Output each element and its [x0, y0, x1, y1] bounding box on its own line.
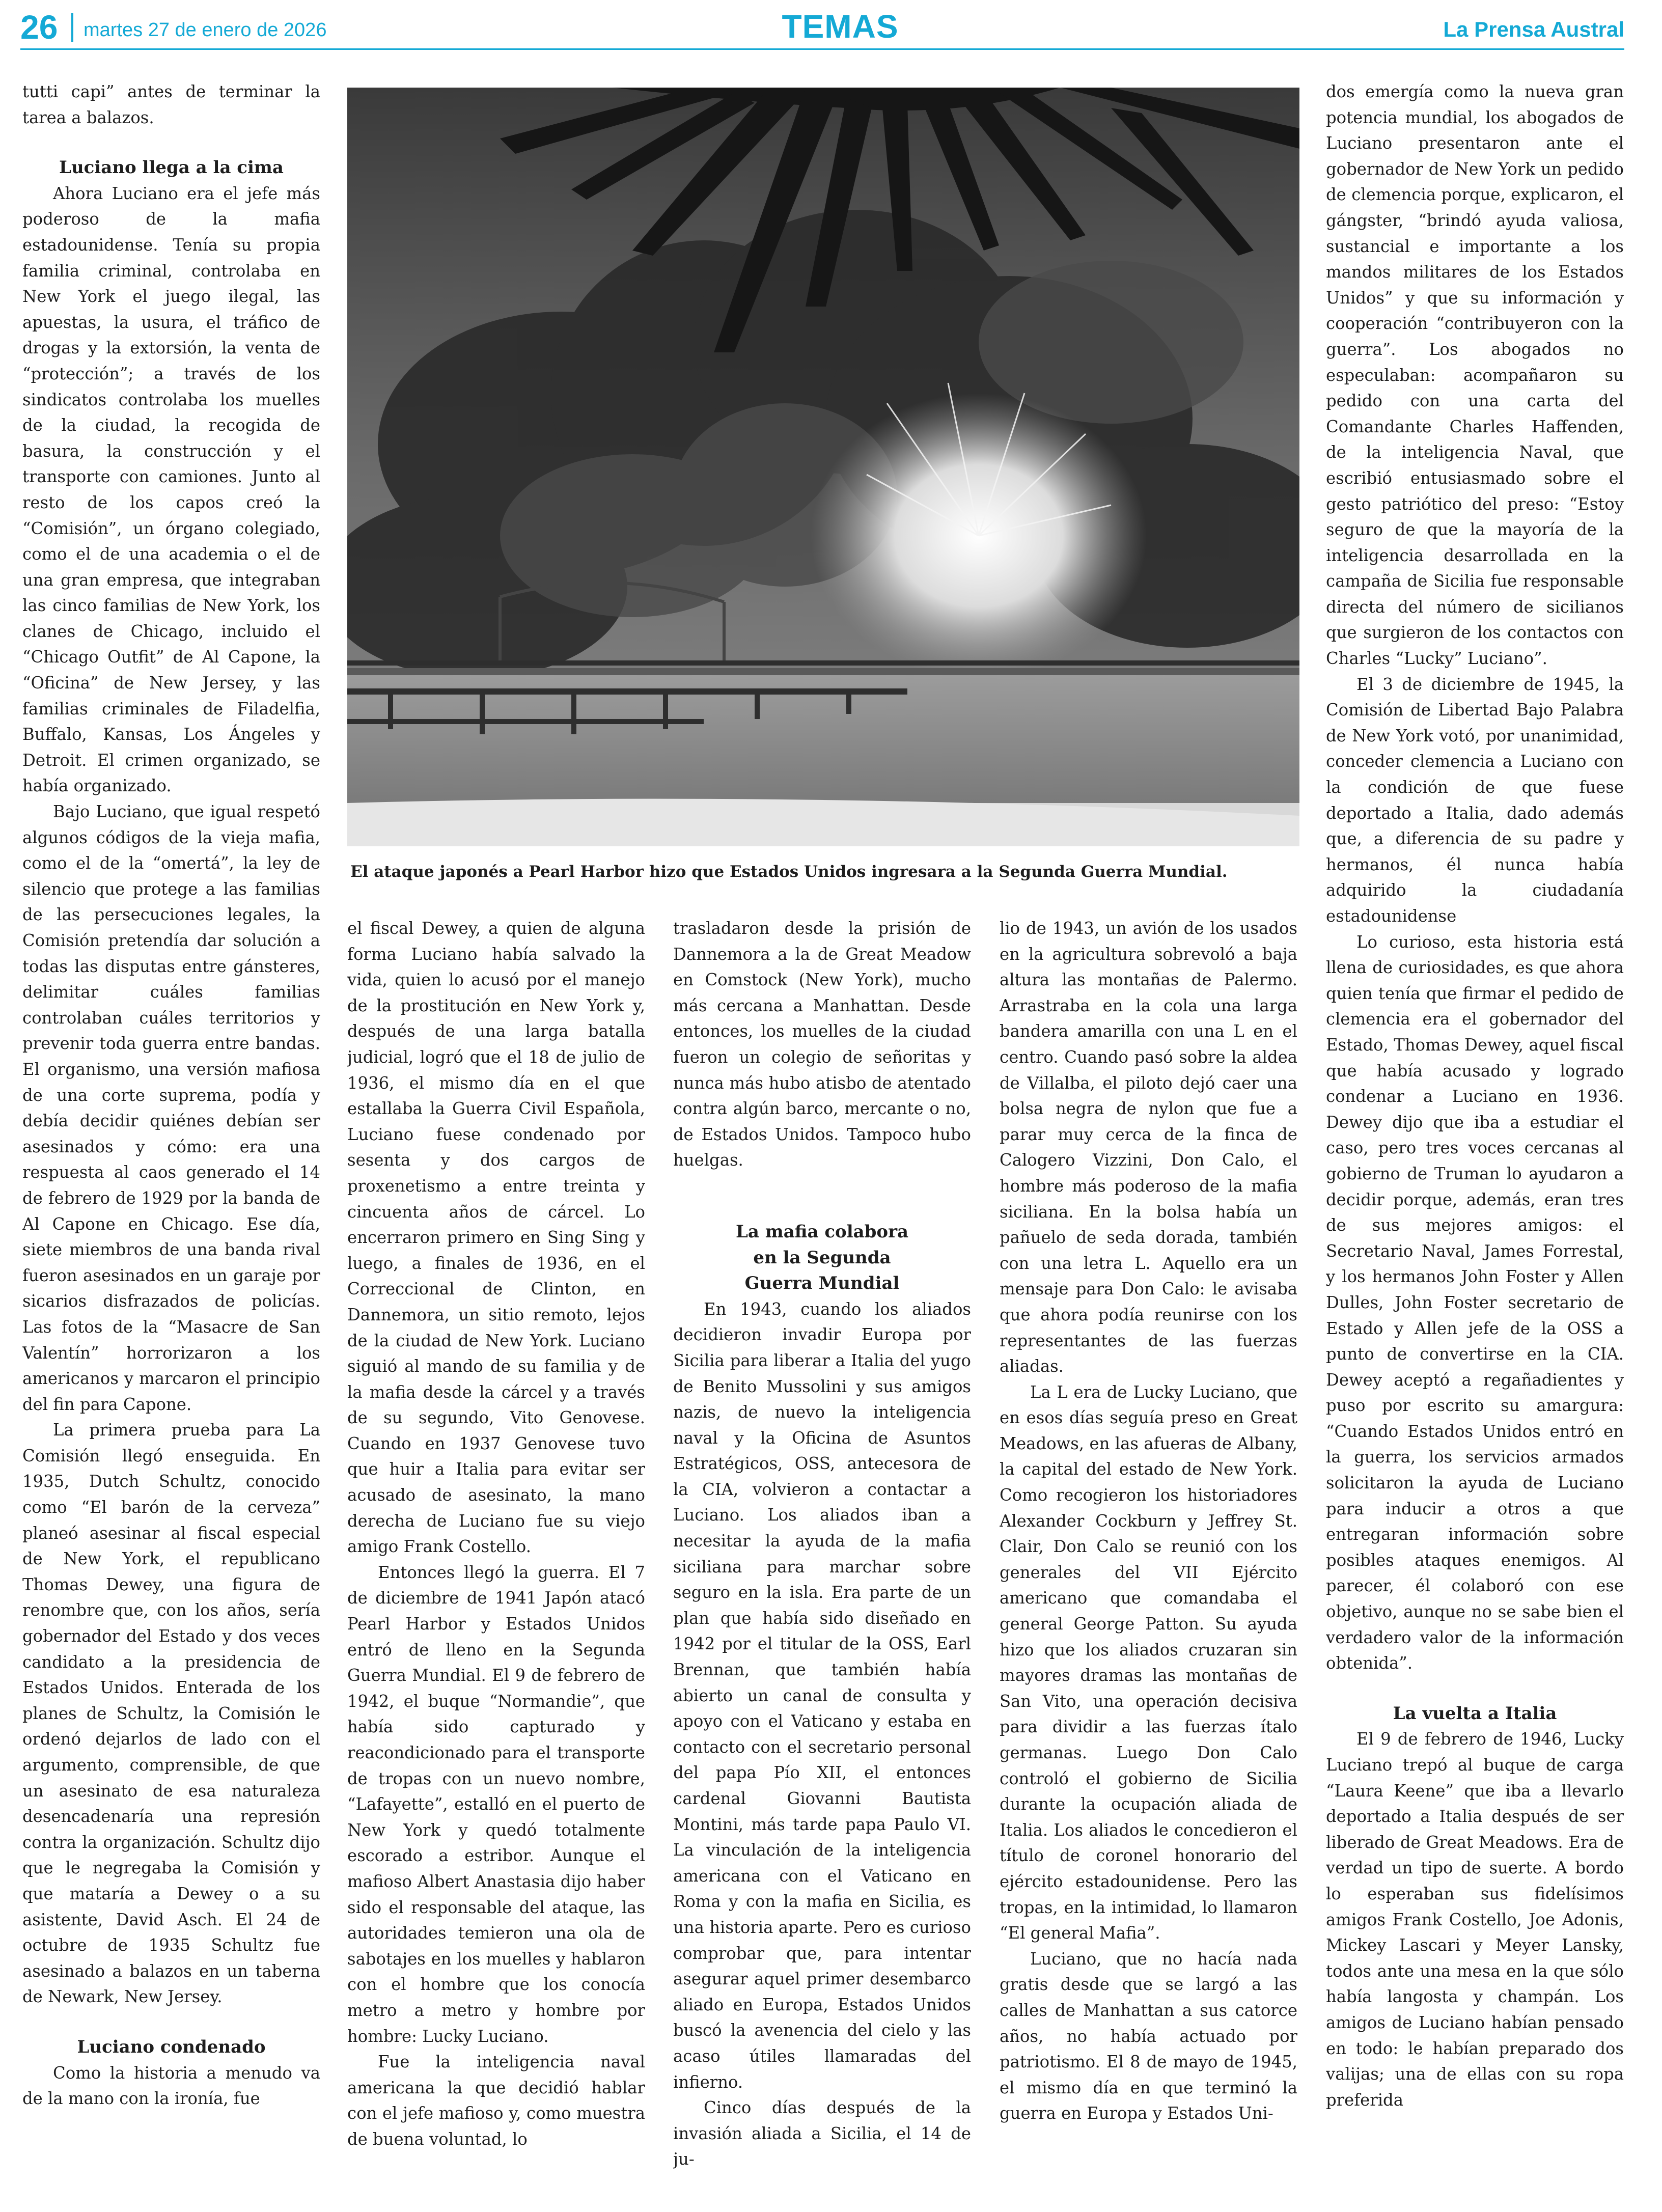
paragraph: Bajo Luciano, que igual respetó algunos códigos de la vieja mafia, como el de la “omertá”, la ley de silencio que protege a las familias de las persecuciones legales, la Comisión pretendía dar solución a todas las disputas entre gánsteres, delimitar cuáles familias controlaban cuáles territorios y prevenir toda guerra entre bandas. El organismo, una versión mafiosa de una corte suprema, podía y debía decidir quiénes debían ser asesinados y cómo: era una respuesta al caos generado el 14 de febrero de 1929 por la banda de Al Capone en Chicago. Ese día, siete miembros de una banda rival fueron asesinados en un garaje por sicarios disfrazados de policías. Las fotos de la “Masacre de San Valentín” horrorizaron a los americanos y marcaron el principio del fin para Capone.: [22, 802, 320, 1414]
article-column-2: [347, 916, 645, 2202]
page-header: [20, 8, 1624, 50]
header-divider: [71, 13, 73, 42]
subheading-line: La mafia colabora: [735, 1221, 909, 1242]
newspaper-name: La Prensa Austral: [1443, 17, 1624, 41]
paragraph: El 9 de febrero de 1946, Lucky Luciano trepó al buque de carga “Laura Keene” que iba a llevarlo deportado a Italia después de ser liberado de Great Meadows. Era de verdad un tipo de suerte. A bordo lo esperaban sus fidelísimos amigos Frank Costello, Joe Adonis, Mickey Lascari y Meyer Lansky, todos ante una mesa en la que sólo había langosta y champán. Los amigos de Luciano habían pensado en todo: le habían preparado dos valijas; una de ellas con su ropa preferida: [1326, 1729, 1624, 2110]
paragraph: trasladaron desde la prisión de Dannemora a la de Great Meadow en Comstock (New York), mucho más cercana a Manhattan. Desde entonces, los muelles de la ciudad fueron un colegio de señoritas y nunca más hubo atisbo de atentado contra algún barco, mercante o no, de Estados Unidos. Tampoco hubo huelgas.: [673, 919, 971, 1170]
subheading: Luciano condenado: [77, 2036, 266, 2057]
section-title: TEMAS: [782, 8, 899, 45]
paragraph: Fue la inteligencia naval americana la que decidió hablar con el jefe mafioso y, como muestra de buena voluntad, lo: [347, 2052, 645, 2149]
subheading: Luciano llega a la cima: [59, 157, 284, 178]
paragraph: La L era de Lucky Luciano, que en esos días seguía preso en Great Meadows, en las afueras de Albany, la capital del estado de New York. Como recogieron los historiadores Alexander Cockburn y Jeffrey St. Clair, Don Calo se reunió con los generales del VII Ejército americano que comandaba el general George Patton. Su ayuda hizo que los aliados cruzaran sin mayores dramas las montañas de San Vito, una operación decisiva para dividir a las fuerzas ítalo germanas. Luego Don Calo controló el gobierno de Sicilia durante la ocupación aliada de Italia. Los aliados le concedieron el título de coronel honorario del ejército estadounidense. Pero las tropas, en la intimidad, lo llamaron “El general Mafia”.: [1000, 1382, 1297, 1943]
article-column-4: [1000, 916, 1297, 2202]
subheading: [673, 1219, 971, 1296]
paragraph: La primera prueba para La Comisión llegó enseguida. En 1935, Dutch Schultz, conocido como “El barón de la cerveza” planeó asesinar al fiscal especial de New York, el republicano Thomas Dewey, una figura de renombre que, con los años, sería gobernador del Estado y dos veces candidato a la presidencia de Estados Unidos. Enterada de los planes de Schultz, la Comisión le ordenó dejarlos de lado con el argumento, comprensible, de que un asesinato de esa naturaleza desencadenaría una represión contra la organización. Schultz dijo que le negregaba la Comisión y que mataría a Dewey o a su asistente, David Asch. El 24 de octubre de 1935 Schultz fue asesinado a balazos en un taberna de Newark, New Jersey.: [22, 1420, 320, 2007]
paragraph: Como la historia a menudo va de la mano con la ironía, fue: [22, 2063, 320, 2109]
subheading-line: en la Segunda: [753, 1247, 891, 1268]
paragraph: En 1943, cuando los aliados decidieron invadir Europa por Sicilia para liberar a Italia del yugo de Benito Mussolini y sus amigos nazis, de nuevo la inteligencia naval y la Oficina de Asuntos Estratégicos, OSS, antecesora de la CIA, volvieron a contactar a Luciano. Los aliados iban a necesitar la ayuda de la mafia siciliana para marchar sobre seguro en la isla. Era parte de un plan que había sido diseñado en 1942 por el titular de la OSS, Earl Brennan, que también había abierto un canal de consulta y apoyo con el Vaticano y estaba en contacto con el secretario personal del papa Pío XII, el entonces cardenal Giovanni Bautista Montini, más tarde papa Paulo VI. La vinculación de la inteligencia americana con el Vaticano en Roma y con la mafia en Sicilia, es una historia aparte. Pero es curioso comprobar que, para intentar asegurar aquel primer desembarco aliado en Europa, Estados Unidos buscó la avenencia del cielo y las acaso útiles llamaradas del infierno.: [673, 1299, 971, 2092]
paragraph: Luciano, que no hacía nada gratis desde que se largó a las calles de Manhattan a sus catorce años, no había actuado por patriotismo. El 8 de mayo de 1945, el mismo día en que terminó la guerra en Europa y Estados Uni-: [1000, 1949, 1297, 2123]
paragraph: el fiscal Dewey, a quien de alguna forma Luciano había salvado la vida, quien lo acusó por el manejo de la prostitución en New York y, después de una larga batalla judicial, logró que el 18 de julio de 1936, el mismo día en el que estallaba la Guerra Civil Española, Luciano fuese condenado por sesenta y dos cargos de proxenetismo a entre treinta y cincuenta años de cárcel. Lo encerraron primero en Sing Sing y luego, a finales de 1936, en el Correccional de Clinton, en Dannemora, un sitio remoto, lejos de la ciudad de New York. Luciano siguió al mando de su familia y de la mafia desde la cárcel y a través de su segundo, Vito Genovese. Cuando en 1937 Genovese tuvo que huir a Italia para evitar ser acusado de asesinato, la mano derecha de Luciano fue su viejo amigo Frank Costello.: [347, 919, 645, 1557]
paragraph: Entonces llegó la guerra. El 7 de diciembre de 1941 Japón atacó Pearl Harbor y Estados Unidos entró de lleno en la Segunda Guerra Mundial. El 9 de febrero de 1942, el buque “Normandie”, que había sido capturado y reacondicionado para el transporte de tropas con un nuevo nombre, “Lafayette”, estalló en el puerto de New York y quedó totalmente escorado a estribor. Aunque el mafioso Albert Anastasia dijo haber sido el responsable del ataque, las autoridades temieron una ola de sabotajes en los muelles y hablaron con el hombre que los conocía metro a metro y hombre por hombre: Lucky Luciano.: [347, 1562, 645, 2046]
article-column-1: [22, 79, 320, 2202]
article-column-3: [673, 916, 971, 2202]
article-column-5: [1326, 79, 1624, 2202]
subheading: La vuelta a Italia: [1393, 1703, 1557, 1724]
issue-date: martes 27 de enero de 2026: [84, 19, 327, 41]
paragraph: El 3 de diciembre de 1945, la Comisión de Libertad Bajo Palabra de New York votó, por unanimidad, conceder clemencia a Luciano con la condición de que fuese deportado a Italia, dado además que, a diferencia de su padre y hermanos, él nunca había adquirido la ciudadanía estadounidense: [1326, 674, 1624, 926]
paragraph: Ahora Luciano era el jefe más poderoso de la mafia estadounidense. Tenía su propia familia criminal, controlaba en New York el juego ilegal, las apuestas, la usura, el tráfico de drogas y la extorsión, la venta de “protección”; a través de los sindicatos controlaba los muelles de la ciudad, la recogida de basura, la construcción y el transporte con camiones. Junto al resto de los capos creó la “Comisión”, un órgano colegiado, como el de una academia o el de una gran empresa, que integraban las cinco familias de New York, los clanes de Chicago, incluido el “Chicago Outfit” de Al Capone, la “Oficina” de New Jersey, y las familias criminales de Filadelfia, Buffalo, Kansas, Los Ángeles y Detroit. El crimen organizado, se había organizado.: [22, 183, 320, 796]
paragraph: tutti capi” antes de terminar la tarea a balazos.: [22, 82, 320, 127]
paragraph: dos emergía como la nueva gran potencia mundial, los abogados de Luciano presentaron ante el gobernador de New York un pedido de clemencia porque, explicaron, el gángster, “brindó ayuda valiosa, sustancial e importante a los mandos militares de los Estados Unidos” y que su información y cooperación “contribuyeron con la guerra”. Los abogados no especulaban: acompañaron su pedido con una carta del Comandante Charles Haffenden, de la inteligencia Naval, que escribió entusiasmado sobre el gesto patriótico del preso: “Estoy seguro de que la mayoría de la inteligencia desarrollada en la campaña de Sicilia fue responsable directa del número de sicilianos que surgieron de los contactos con Charles “Lucky” Luciano”.: [1326, 82, 1624, 669]
paragraph: Cinco días después de la invasión aliada a Sicilia, el 14 de ju-: [673, 2098, 971, 2169]
photo-illustration: [347, 88, 1299, 846]
paragraph: Lo curioso, esta historia está llena de curiosidades, es que ahora quien tenía que firmar el pedido de clemencia era el gobernador del Estado, Thomas Dewey, aquel fiscal que había acusado y logrado condenar a Luciano en 1936. Dewey dijo que iba a estudiar el caso, pero tres voces cercanas al gobierno de Truman lo ayudaron a decidir porque, además, eran tres de sus mejores amigos: el Secretario Naval, James Forrestal, y los hermanos John Foster y Allen Dulles, John Foster secretario de Estado y Allen jefe de la OSS a punto de convertirse en la CIA. Dewey aceptó a regañadientes y puso por escrito su amargura: “Cuando Estados Unidos entró en la guerra, los servicios armados solicitaron la ayuda de Luciano para inducir a otros a que entregaran información sobre posibles ataques enemigos. Al parecer, él colaboró con ese objetivo, aunque no se sabe bien el verdadero valor de la información obtenida”.: [1326, 932, 1624, 1673]
page-number: 26: [20, 8, 58, 46]
paragraph: lio de 1943, un avión de los usados en la agricultura sobrevoló a baja altura las montañas de Palermo. Arrastraba en la cola una larga bandera amarilla con una L en el centro. Cuando pasó sobre la aldea de Villalba, el piloto dejó caer una bolsa negra de nylon que fue a parar muy cerca de la finca de Calogero Vizzini, Don Calo, el hombre más poderoso de la mafia siciliana. En la bolsa había un pañuelo de seda dorada, también con una letra L. Aquello era un mensaje para Don Calo: le avisaba que ahora podía reunirse con los representantes de las fuerzas aliadas.: [1000, 919, 1297, 1376]
photo-caption: El ataque japonés a Pearl Harbor hizo que Estados Unidos ingresara a la Segunda Guerra Mundial.: [350, 863, 1228, 881]
pearl-harbor-explosion-photo: [347, 88, 1299, 846]
subheading-line: Guerra Mundial: [744, 1273, 900, 1294]
